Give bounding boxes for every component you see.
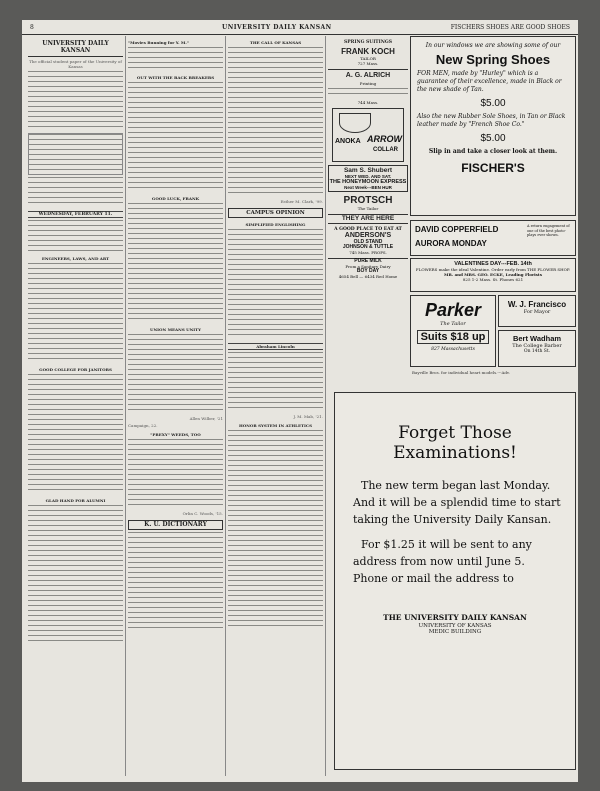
fischers-price-1: $5.00: [480, 98, 506, 109]
francisco-name: W. J. Francisco: [507, 300, 567, 309]
wadham-name: Bert Wadham: [512, 334, 562, 343]
fischers-price-2: $5.00: [480, 133, 506, 144]
column-4-ads: SPRING SUITINGS FRANK KOCH TAILOR 727 Mass. A. G. ALRICH Printing 744 Mass. ANOKA ARROW COLLAR Sam S. Shubert NEXT WED. AND SAT. THE HONEYMOON EXPRESS Next Week---BEN HUR PROTSCH The Tailor THEY ARE HERE A GOOD PLACE TO EAT AT ANDERSON'S OLD STAND JOHNSON & TUTTLE 745 Mass. PROPS. PURE MILK From a Sanitary Dairy BOY DAY 4654 Bell — 6434 Red Home: [329, 40, 407, 279]
copperfield-ad: [410, 220, 576, 256]
ad-honeymoon-next: Next Week---BEN HUR: [344, 185, 392, 190]
ad-johnson-addr: 745 Mass.: [349, 250, 370, 255]
signature: Orlin C. Woods, '15.: [182, 511, 223, 516]
fischers-brand: FISCHER'S: [461, 161, 525, 175]
wadham-addr: On 14th St.: [523, 349, 551, 354]
newspaper-page: [22, 20, 578, 782]
copperfield-side: A return engagement of one of the best photo-plays ever shown.: [527, 224, 570, 237]
ad-koch-sub: TAILOR: [360, 56, 376, 61]
ad-addr: 6434 Red Home: [364, 274, 398, 279]
article-heading: GLAD HAND FOR ALUMNI: [45, 498, 106, 503]
ad-alrich-addr: 744 Mass.: [357, 100, 379, 105]
copperfield-title: DAVID COPPERFIELD: [415, 225, 499, 234]
column-2: [128, 36, 223, 776]
article-heading: HONOR SYSTEM IN ATHLETICS: [239, 423, 312, 428]
masthead-sub: The official student paper of the University of Kansas: [29, 59, 122, 69]
valentines-addr: 825 1-2 Mass. St. Phones 621: [462, 277, 524, 282]
bayville-notice: Bayville Bros. for individual heart models.---Adv.: [412, 370, 510, 375]
fischers-rubber: Also the new Rubber Sole Shoes, in Tan or Black leather made by "French Shoe Co.": [417, 113, 566, 128]
header-ad: FISCHERS SHOES ARE GOOD SHOES: [450, 24, 570, 31]
ad-protsch: PROTSCH: [343, 195, 393, 206]
article-heading: GOOD COLLEGE FOR JANITORS: [39, 367, 112, 372]
ad-here: THEY ARE HERE: [328, 214, 408, 224]
page-header: [22, 20, 578, 35]
valentines-flowers: FLOWERS make the ideal Valentine. Order early from THE FLOWER SHOP.: [415, 267, 571, 272]
parker-sub: The Tailor: [440, 321, 466, 327]
promo-body-2: For $1.25 it will be sent to any address from now until June 5. Phone or mail the address to: [353, 538, 532, 585]
fischers-hurley: FOR MEN, made by "Hurley" which is a guarantee of their excellence, made in Black or the new shade of Tan.: [417, 70, 562, 93]
column-3: [228, 36, 323, 776]
article-heading: ENGINEERS, LAWS, AND ART: [41, 256, 110, 261]
masthead-title: UNIVERSITY DAILY KANSAN: [28, 40, 123, 57]
fischers-slip: Slip in and take a closer look at them.: [428, 148, 558, 155]
subscription-promo: [334, 392, 576, 770]
collar-icon: [339, 113, 371, 133]
dictionary-heading: K. U. DICTIONARY: [128, 520, 223, 530]
poem-heading: Abraham Lincoln: [228, 343, 323, 350]
signature: Allen Wilber, '21: [189, 416, 223, 421]
ad-phone: 4654 Bell: [338, 274, 359, 279]
parker-suits: Suits $18 up: [417, 330, 489, 344]
ad-eat: A GOOD PLACE TO EAT AT: [334, 227, 402, 232]
article-heading: GOOD LUCK, FRANK: [151, 196, 200, 201]
ad-koch-name: FRANK KOCH: [341, 47, 395, 56]
page-number: 8: [30, 24, 34, 31]
ad-anoka: ANOKA: [335, 138, 361, 145]
promo-title-1: Forget Those: [398, 423, 512, 443]
ad-old-stand: OLD STAND: [353, 239, 383, 245]
article-heading: "Movies Running for Y. M.": [128, 40, 189, 45]
parker-name: Parker: [424, 300, 482, 320]
francisco-mayor: For Mayor: [523, 309, 551, 315]
ad-alrich-name: A. G. ALRICH: [345, 72, 391, 79]
article-heading: "PREXY" WEEDS, TOO: [150, 432, 201, 437]
shubert-ad: [328, 165, 408, 192]
ad-shubert-next: NEXT WED. AND SAT.: [344, 174, 392, 179]
fischers-tag: In our windows we are showing some of our: [425, 42, 561, 49]
article-heading: OUT WITH THE BACK BREAKERS: [136, 75, 215, 80]
ad-milk: PURE MILK: [354, 258, 382, 264]
promo-footer-3: MEDIC BUILDING: [428, 629, 482, 635]
arrow-collar-ad: [332, 108, 404, 162]
article-heading: THE CALL OF KANSAS: [249, 40, 302, 45]
ad-protsch-sub: The Tailor: [357, 206, 379, 211]
ad-alrich-sub: Printing: [359, 81, 377, 86]
promo-footer-1: THE UNIVERSITY DAILY KANSAN: [383, 613, 527, 622]
campus-opinion-heading: CAMPUS OPINION: [228, 208, 323, 218]
wadham-barber: The College Barber: [512, 343, 562, 349]
promo-footer-2: UNIVERSITY OF KANSAS: [418, 623, 492, 629]
ad-arrow: ARROW: [367, 134, 402, 144]
issue-date: WEDNESDAY, FEBRUARY 11.: [28, 211, 123, 218]
ad-honeymoon: THE HONEYMOON EXPRESS: [329, 179, 407, 185]
fischers-headline: New Spring Shoes: [435, 52, 551, 67]
valentines-title: VALENTINES DAY---FEB. 14th: [454, 261, 532, 267]
ad-anderson: ANDERSON'S: [344, 232, 392, 239]
francisco-ad: [498, 295, 576, 327]
promo-title-2: Examinations!: [393, 443, 517, 463]
ad-johnson: JOHNSON & TUTTLE: [342, 244, 394, 250]
campaign-note: Campaign, 22.: [128, 423, 158, 428]
fischers-ad: [410, 36, 576, 216]
copperfield-aurora: AURORA MONDAY: [415, 239, 487, 248]
ad-props: PROPS.: [371, 250, 387, 255]
ad-day: BOY DAY: [356, 268, 380, 274]
ad-collar: COLLAR: [373, 147, 398, 153]
ad-label: SPRING SUITINGS: [344, 40, 392, 45]
wadham-ad: [498, 330, 576, 367]
article-heading: UNION MEANS UNITY: [150, 327, 201, 332]
parker-addr: 827 Massachusetts: [431, 347, 475, 352]
parker-ad: [410, 295, 496, 367]
valentines-ad: [410, 258, 576, 292]
valentines-florists: MR. and MRS. GEO. ECKE, Leading Florists: [444, 272, 542, 277]
ad-koch-addr: 727 Mass.: [357, 61, 379, 66]
ad-dairy: From a Sanitary Dairy: [345, 264, 391, 269]
column-1: [28, 36, 123, 776]
signature: J. M. Mab, '21.: [293, 414, 323, 419]
article-heading: SIMPLIFIED ENGLISHING: [245, 222, 306, 227]
ad-shubert: Sam S. Shubert: [343, 167, 393, 174]
paper-title: UNIVERSITY DAILY KANSAN: [222, 24, 332, 31]
promo-body-1: The new term began last Monday. And it will be a splendid time to start taking the University Daily Kansan.: [353, 479, 561, 526]
signature: Esther M. Clark, '99.: [280, 199, 323, 204]
